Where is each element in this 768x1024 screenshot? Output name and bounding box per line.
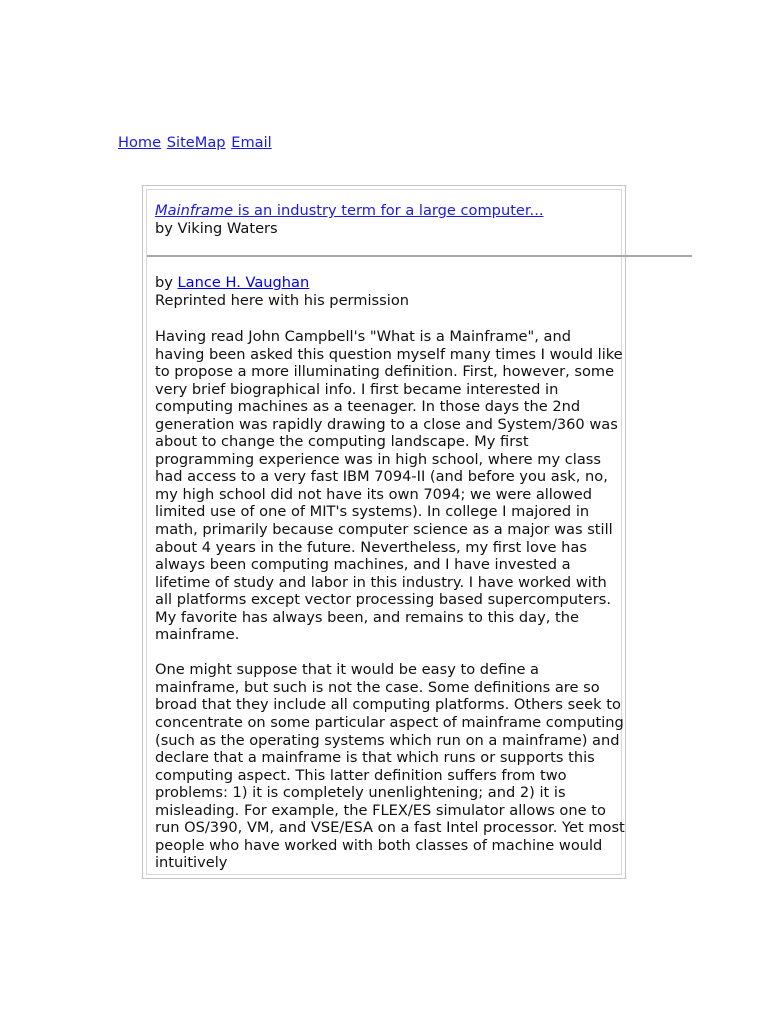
byline-top: by Viking Waters (155, 219, 278, 237)
by-prefix: by (155, 274, 178, 291)
author-block (155, 274, 623, 309)
horizontal-rule (147, 255, 692, 257)
author-link[interactable]: Lance H. Vaughan (177, 274, 310, 291)
top-navigation (118, 133, 273, 153)
paragraph-2: One might suppose that it would be easy to define a mainframe, but such is not the case. Some definitions are so broad that they include all computing platforms. Others seek to concentrate on some particular aspect of mainframe computing (such as the operating systems which run on a mainframe) and declare that a mainframe is that which runs or supports this computing aspect. This latter definition suffers from two problems: 1) it is completely unenlightening; and 2) it is misleading. For example, the FLEX/ES simulator allows one to run OS/390, VM, and VSE/ESA on a fast Intel processor. Yet most people who have worked with both classes of machine would intuitively (155, 661, 625, 870)
reprint-note: Reprinted here with his permission (155, 291, 410, 309)
title-rest: is an industry term for a large computer... (233, 202, 544, 219)
article-frame[interactable] (142, 185, 626, 879)
home-link[interactable]: Home (118, 134, 162, 151)
title-italic: Mainframe (155, 202, 234, 219)
article-header (155, 202, 625, 237)
article-title-link[interactable] (155, 202, 543, 219)
article-body (155, 328, 625, 870)
sitemap-link[interactable]: SiteMap (166, 134, 226, 151)
email-link[interactable]: Email (231, 134, 272, 151)
article-frame-inner (146, 189, 625, 875)
paragraph-1: Having read John Campbell's "What is a Mainframe", and having been asked this question myself many times I would like to propose a more illuminating definition. First, however, some very brief biographical info. I first became interested in computing machines as a teenager. In those days the 2nd generation was rapidly drawing to a close and System/360 was about to change the computing landscape. My first programming experience was in high school, where my class had access to a very fast IBM 7094-II (and before you ask, no, my high school did not have its own 7094; we were allowed limited use of one of MIT's systems). In college I majored in math, primarily because computer science as a major was still about 4 years in the future. Nevertheless, my first love has always been computing machines, and I have invested a lifetime of study and labor in this industry. I have worked with all platforms except vector processing based supercomputers. My favorite has always been, and remains to this day, the mainframe. (155, 328, 623, 644)
